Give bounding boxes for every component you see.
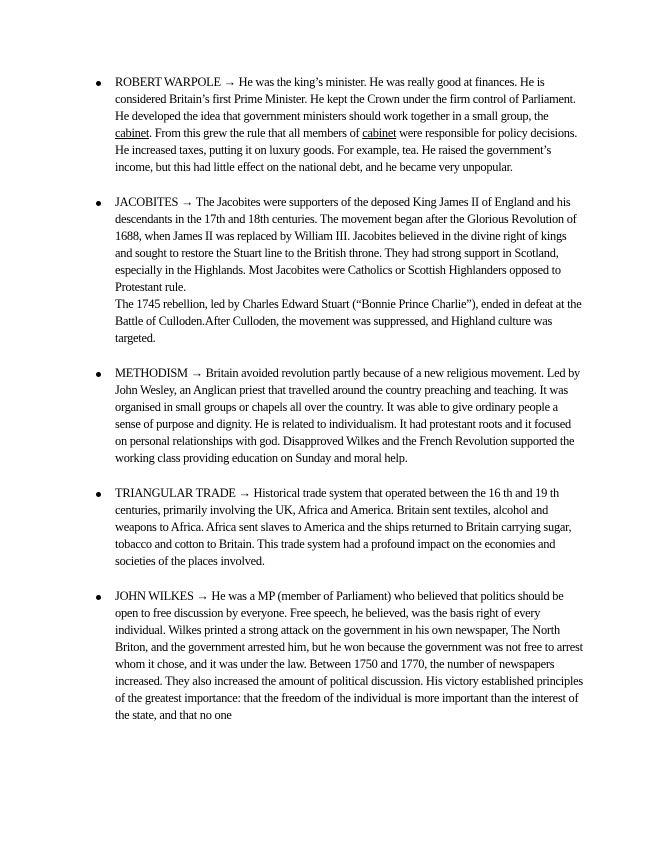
bullet-item-jacobites [0, 194, 585, 347]
entry-text: JACOBITES → The Jacobites were supporters of the deposed King James II of England and his descendants in the 17th and 18th centuries. The movement began after the Glorious Revolution of 1688, when James II was replaced by William III. Jacobites believed in the divine right of kings and sought to restore the Stuart line to the British throne. They had strong support in Scotland, especially in the Highlands. Most Jacobites were Catholics or Scottish Highlanders opposed to Protestant rule. The 1745 rebellion, led by Charles Edward Stuart (“Bonnie Prince Charlie”), ended in defeat at the Battle of Culloden.After Culloden, the movement was suppressed, and Highland culture was targeted. [115, 195, 582, 345]
bullet-icon [96, 201, 101, 206]
bullet-icon [96, 81, 101, 86]
entry-text: JOHN WILKES → He was a MP (member of Parliament) who believed that politics should be open to free discussion by everyone. Free speech, he believed, was the basis right of every individual. Wilkes printed a strong attack on the government in his own newspaper, The North Briton, and the government arrested him, but he won because the government was not free to arrest whom it chose, and it was under the law. Between 1750 and 1770, the number of newspapers increased. They also increased the amount of political discussion. His victory established principles of the greatest importance: that the freedom of the individual is more important than the interest of the state, and that no one [115, 589, 583, 722]
bullet-icon [96, 372, 101, 377]
entry-text: ROBERT WARPOLE → He was the king’s minister. He was really good at finances. He is considered Britain’s first Prime Minister. He kept the Crown under the firm control of Parliament. He developed the idea that government ministers should work together in a small group, the cabinet. From this grew the rule that all members of cabinet were responsible for policy decisions. He increased taxes, putting it on luxury goods. For example, tea. He raised the government’s income, but this had little effect on the national debt, and he became very unpopular. [115, 75, 578, 174]
bullet-icon [96, 595, 101, 600]
bullet-item-walpole [0, 74, 585, 176]
bullet-item-methodism [0, 365, 585, 467]
underlined-term: cabinet [362, 126, 397, 140]
bullet-item-triangular-trade [0, 485, 585, 570]
entry-text: TRIANGULAR TRADE → Historical trade system that operated between the 16 th and 19 th centuries, primarily involving the UK, Africa and America. Britain sent textiles, alcohol and weapons to Africa. Africa sent slaves to America and the ships returned to Britain carrying sugar, tobacco and cotton to Britain. This trade system had a profound impact on the economies and societies of the places involved. [115, 486, 572, 568]
entry-text: METHODISM → Britain avoided revolution partly because of a new religious movement. Led by John Wesley, an Anglican priest that travelled around the country preaching and teaching. It was organised in small groups or chapels all over the country. It was able to give ordinary people a sense of purpose and dignity. He is related to individualism. It had protestant roots and it focused on personal relationships with god. Disapproved Wilkes and the French Revolution supported the working class providing education on Sunday and moral help. [115, 366, 581, 465]
bullet-icon [96, 492, 101, 497]
underlined-term: cabinet [115, 126, 150, 140]
bullet-item-wilkes [0, 588, 585, 724]
